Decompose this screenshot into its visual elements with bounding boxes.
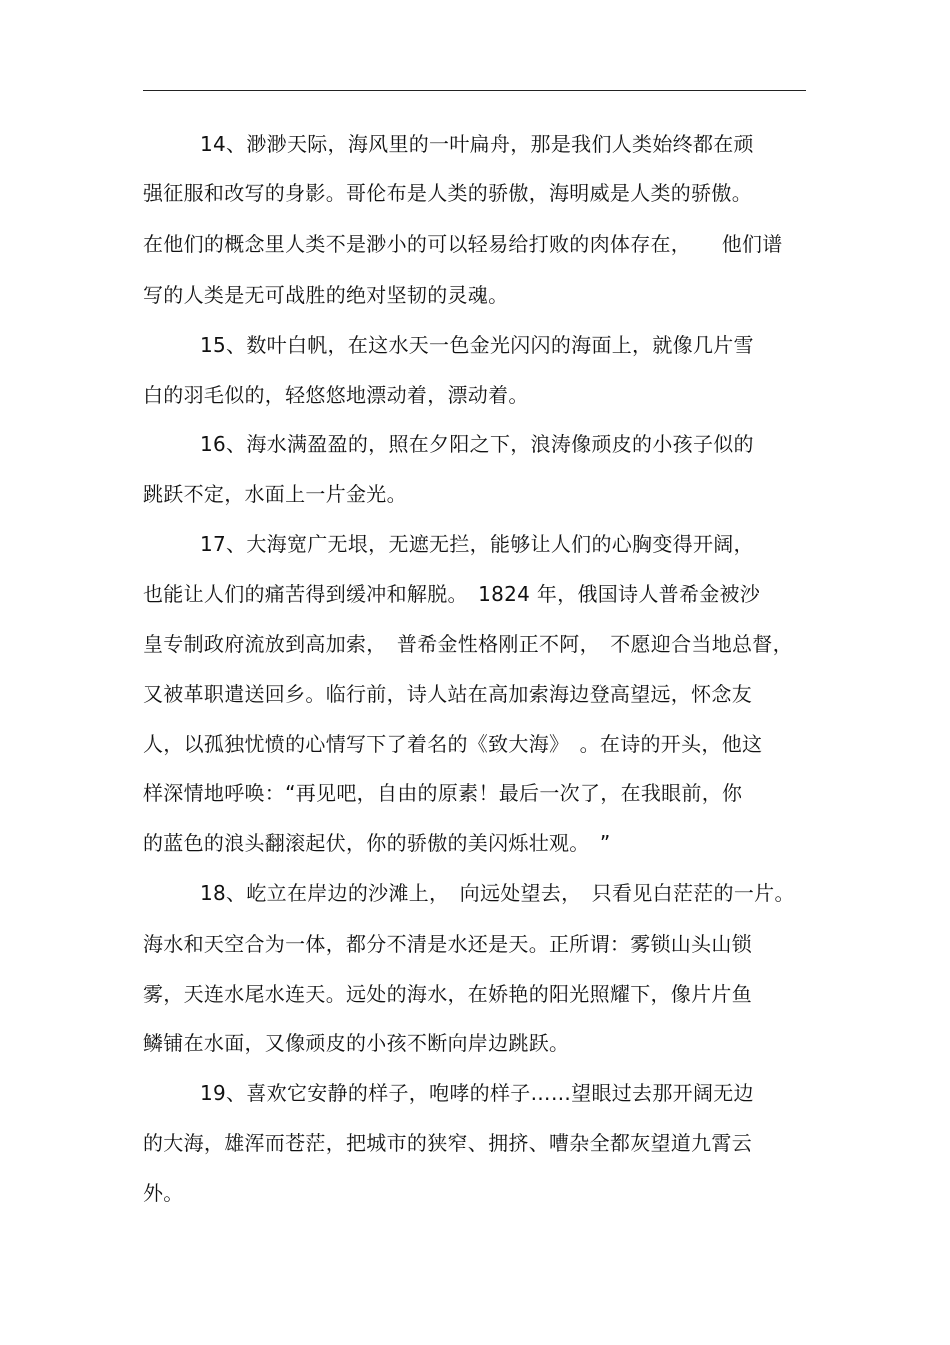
paragraph-18-line-3: 雾，天连水尾水连天。远处的海水，在娇艳的阳光照耀下，像片片鱼 — [143, 982, 752, 1006]
paragraph-17-line-3: 皇专制政府流放到高加索， 普希金性格刚正不阿， 不愿迎合当地总督， — [143, 632, 793, 656]
paragraph-18-line-1: 18、屹立在岸边的沙滩上， 向远处望去， 只看见白茫茫的一片。 — [200, 881, 795, 905]
paragraph-16-line-2: 跳跃不定，水面上一片金光。 — [143, 482, 407, 506]
paragraph-14-line-3: 在他们的概念里人类不是渺小的可以轻易给打败的肉体存在， 他们谱 — [143, 232, 783, 256]
paragraph-17-line-7: 的蓝色的浪头翻滚起伏，你的骄傲的美闪烁壮观。 ” — [143, 831, 611, 855]
paragraph-17-line-1: 17、大海宽广无垠，无遮无拦，能够让人们的心胸变得开阔， — [200, 532, 754, 556]
paragraph-17-line-2: 也能让人们的痛苦得到缓冲和解脱。 1824 年，俄国诗人普希金被沙 — [143, 582, 761, 606]
paragraph-18-line-4: 鳞铺在水面，又像顽皮的小孩不断向岸边跳跃。 — [143, 1031, 570, 1055]
paragraph-18-line-2: 海水和天空合为一体，都分不清是水还是天。正所谓：雾锁山头山锁 — [143, 932, 752, 956]
paragraph-17-line-6: 样深情地呼唤：“再见吧，自由的原素！最后一次了，在我眼前，你 — [143, 781, 743, 805]
paragraph-19-line-1: 19、喜欢它安静的样子，咆哮的样子……望眼过去那开阔无边 — [200, 1081, 754, 1105]
paragraph-19-line-2: 的大海，雄浑而苍茫，把城市的狭窄、拥挤、嘈杂全都灰望道九霄云 — [143, 1131, 752, 1155]
paragraph-16-line-1: 16、海水满盈盈的，照在夕阳之下，浪涛像顽皮的小孩子似的 — [200, 432, 754, 456]
paragraph-19-line-3: 外。 — [143, 1181, 184, 1205]
paragraph-14-line-2: 强征服和改写的身影。哥伦布是人类的骄傲，海明威是人类的骄傲。 — [143, 181, 752, 205]
paragraph-17-line-5: 人，以孤独忧愤的心情写下了着名的《致大海》 。在诗的开头，他这 — [143, 732, 763, 756]
paragraph-17-line-4: 又被革职遣送回乡。临行前，诗人站在高加索海边登高望远，怀念友 — [143, 682, 752, 706]
paragraph-15-line-2: 白的羽毛似的，轻悠悠地漂动着，漂动着。 — [143, 383, 529, 407]
paragraph-15-line-1: 15、数叶白帆，在这水天一色金光闪闪的海面上，就像几片雪 — [200, 333, 754, 357]
paragraph-14-line-4: 写的人类是无可战胜的绝对坚韧的灵魂。 — [143, 283, 509, 307]
paragraph-14-line-1: 14、渺渺天际，海风里的一叶扁舟，那是我们人类始终都在顽 — [200, 132, 754, 156]
